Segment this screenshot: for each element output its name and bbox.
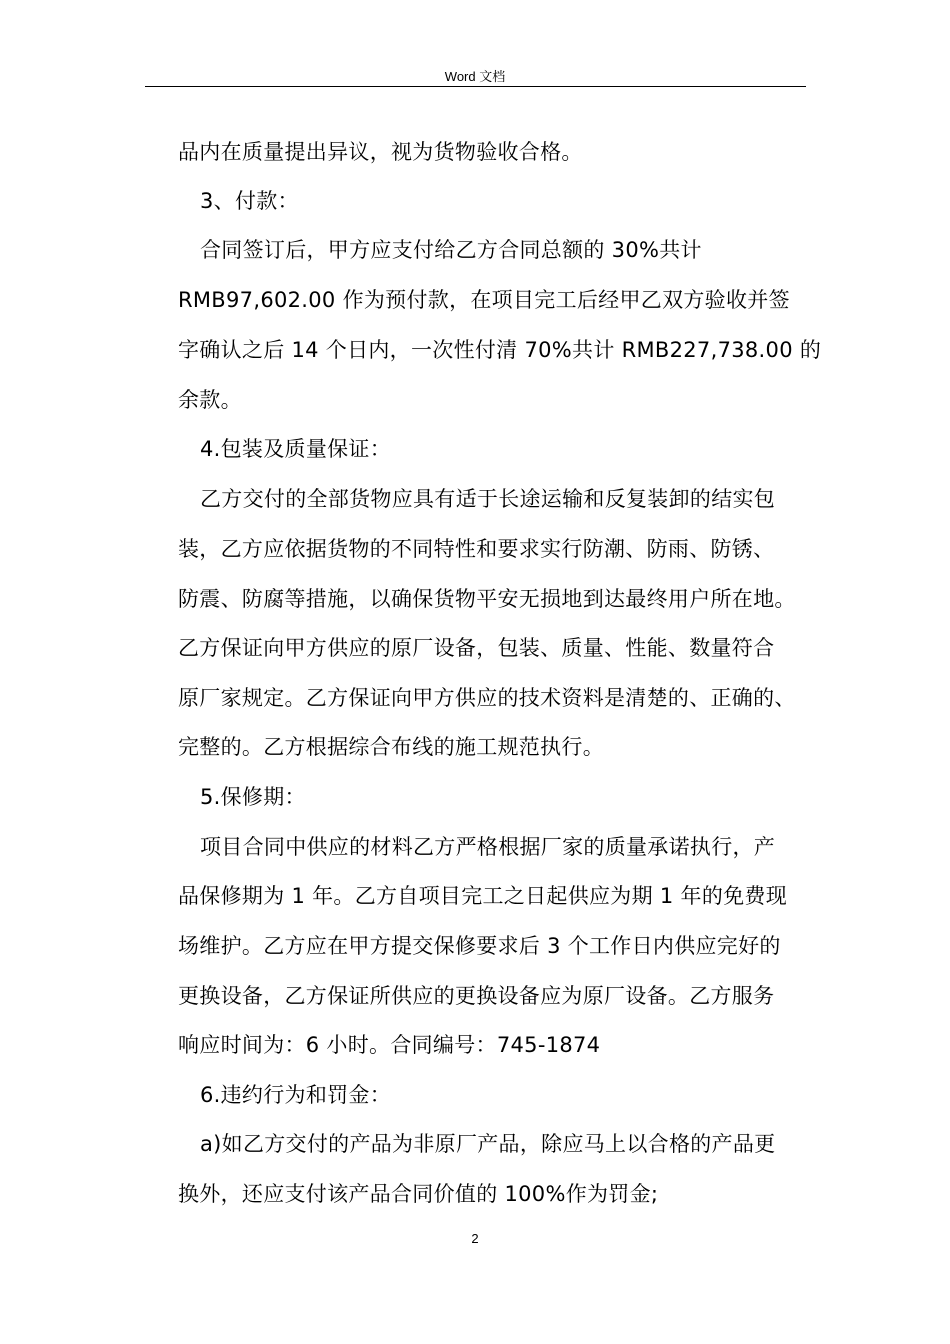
section-heading-penalties: 6.违约行为和罚金：	[200, 1083, 392, 1107]
body-line: 乙方交付的全部货物应具有适于长途运输和反复装卸的结实包	[200, 487, 776, 511]
body-line: 完整的。乙方根据综合布线的施工规范执行。	[178, 735, 604, 759]
section-heading-payment: 3、付款：	[200, 189, 299, 213]
body-line: 余款。	[178, 388, 242, 412]
section-heading-warranty: 5.保修期：	[200, 785, 306, 809]
body-line: 场维护。乙方应在甲方提交保修要求后 3 个工作日内供应完好的	[178, 934, 781, 958]
body-line: 合同签订后，甲方应支付给乙方合同总额的 30%共计	[200, 238, 702, 262]
body-line: RMB97,602.00 作为预付款，在项目完工后经甲乙双方验收并签	[178, 288, 790, 312]
body-line: a)如乙方交付的产品为非原厂产品，除应马上以合格的产品更	[200, 1132, 776, 1156]
page-number: 2	[471, 1231, 479, 1246]
body-line: 品保修期为 1 年。乙方自项目完工之日起供应为期 1 年的免费现	[178, 884, 788, 908]
header-divider	[145, 86, 806, 87]
body-line: 装，乙方应依据货物的不同特性和要求实行防潮、防雨、防锈、	[178, 537, 775, 561]
body-line: 更换设备，乙方保证所供应的更换设备应为原厂设备。乙方服务	[178, 984, 775, 1008]
page-header-title: Word 文档	[444, 69, 506, 84]
section-heading-packaging: 4.包装及质量保证：	[200, 437, 392, 461]
body-line: 乙方保证向甲方供应的原厂设备，包装、质量、性能、数量符合	[178, 636, 775, 660]
body-line: 换外，还应支付该产品合同价值的 100%作为罚金;	[178, 1182, 659, 1206]
body-line: 防震、防腐等措施，以确保货物平安无损地到达最终用户所在地。	[178, 587, 796, 611]
body-line: 字确认之后 14 个日内，一次性付清 70%共计 RMB227,738.00 的	[178, 338, 822, 362]
body-line: 原厂家规定。乙方保证向甲方供应的技术资料是清楚的、正确的、	[178, 686, 796, 710]
body-line: 响应时间为：6 小时。合同编号：745-1874	[178, 1033, 601, 1057]
body-line: 品内在质量提出异议，视为货物验收合格。	[178, 140, 583, 164]
body-line: 项目合同中供应的材料乙方严格根据厂家的质量承诺执行，产	[200, 835, 776, 859]
